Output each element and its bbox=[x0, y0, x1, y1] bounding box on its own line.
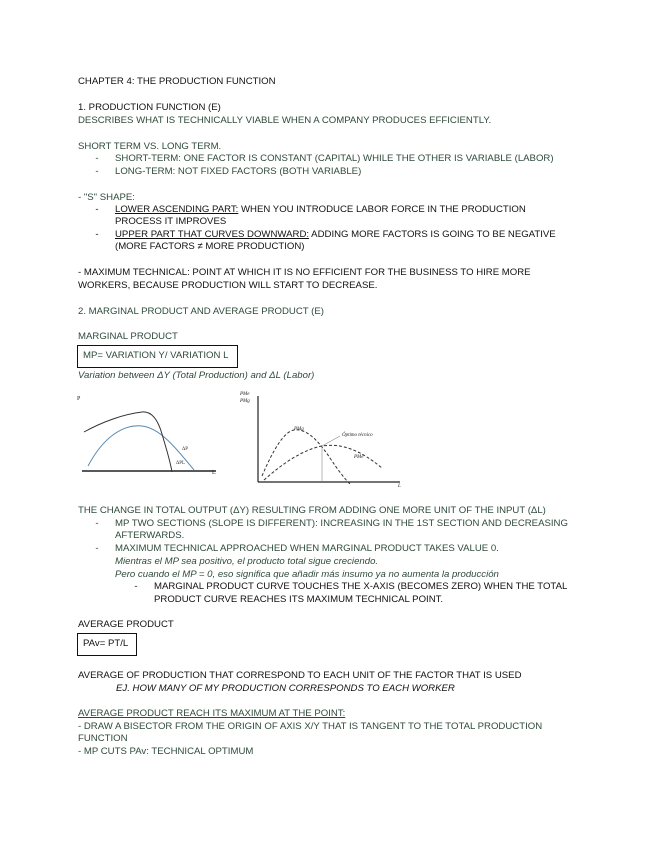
change-in-output-line: THE CHANGE IN TOTAL OUTPUT (ΔY) RESULTING FROM ADDING ONE MORE UNIT OF THE INPUT (ΔL) bbox=[78, 505, 546, 516]
fig1-x-label: L bbox=[212, 470, 216, 476]
ap-max-bisector-cont: FUNCTION bbox=[78, 733, 128, 744]
figure-total-marginal-product bbox=[76, 392, 221, 482]
s-item-lower: LOWER ASCENDING PART: WHEN YOU INTRODUCE LABOR FORCE IN THE PRODUCTION bbox=[115, 204, 526, 215]
bullet-dash: - bbox=[95, 204, 99, 215]
fig2-optimum-label: Óptimo técnico bbox=[342, 433, 373, 438]
ap-formula-box bbox=[77, 633, 137, 656]
spanish-note-2: Pero cuando el MP = 0, eso significa que añadir más insumo ya no aumenta la producción bbox=[115, 569, 499, 580]
fig2-x-label: L bbox=[398, 484, 401, 489]
fig1-curve-b bbox=[84, 412, 172, 472]
ap-max-bisector: - DRAW A BISECTOR FROM THE ORIGIN OF AXIS X/Y THAT IS TANGENT TO THE TOTAL PRODUCTION bbox=[78, 721, 543, 732]
fig2-y-label-1: PMe bbox=[240, 392, 250, 397]
bullet-dash: - bbox=[95, 518, 99, 529]
mp-item-max-technical: MAXIMUM TECHNICAL APPROACHED WHEN MARGINAL PRODUCT TAKES VALUE 0. bbox=[115, 543, 499, 554]
sub-item-marginal-curve: MARGINAL PRODUCT CURVE TOUCHES THE X-AXIS (BECOMES ZERO) WHEN THE TOTAL bbox=[154, 581, 568, 592]
sub-item-marginal-curve-cont: PRODUCT CURVE REACHES ITS MAXIMUM TECHNICAL POINT. bbox=[154, 594, 444, 605]
section-2-heading: 2. MARGINAL PRODUCT AND AVERAGE PRODUCT (E) bbox=[78, 306, 324, 317]
ap-formula: PAv= PT/L bbox=[83, 638, 129, 649]
page-title: CHAPTER 4: THE PRODUCTION FUNCTION bbox=[78, 76, 276, 87]
mp-item-sections: MP TWO SECTIONS (SLOPE IS DIFFERENT): INCREASING IN THE 1ST SECTION AND DECREASING bbox=[115, 518, 568, 529]
max-technical-line-1: - MAXIMUM TECHNICAL: POINT AT WHICH IT IS NO EFFICIENT FOR THE BUSINESS TO HIRE MORE bbox=[78, 267, 531, 278]
s-item-upper-cont: (MORE FACTORS ≠ MORE PRODUCTION) bbox=[115, 241, 305, 252]
ap-max-technical-optimum: - MP CUTS PAv: TECHNICAL OPTIMUM bbox=[78, 746, 254, 757]
average-product-description: AVERAGE OF PRODUCTION THAT CORRESPOND TO EACH UNIT OF THE FACTOR THAT IS USED bbox=[78, 670, 522, 681]
max-technical-line-2: WORKERS, BECAUSE PRODUCTION WILL START TO DECREASE. bbox=[78, 280, 378, 291]
term-heading: SHORT TERM VS. LONG TERM. bbox=[78, 141, 222, 152]
bullet-dash: - bbox=[134, 581, 138, 592]
mp-item-sections-cont: AFTERWARDS. bbox=[115, 530, 185, 541]
section-1-description: DESCRIBES WHAT IS TECHNICALLY VIABLE WHEN A COMPANY PRODUCES EFFICIENTLY. bbox=[78, 115, 492, 126]
s-item-upper: UPPER PART THAT CURVES DOWNWARD: ADDING MORE FACTORS IS GOING TO BE NEGATIVE bbox=[115, 229, 556, 240]
bullet-dash: - bbox=[95, 229, 99, 240]
average-product-example: EJ. HOW MANY OF MY PRODUCTION CORRESPONDS TO EACH WORKER bbox=[116, 683, 455, 694]
fig2-annotation-leader bbox=[322, 436, 340, 446]
fig2-pmg-label: PMg bbox=[294, 427, 304, 432]
fig1-curve-a-label: ΔP bbox=[182, 447, 188, 452]
term-item-short: SHORT-TERM: ONE FACTOR IS CONSTANT (CAPITAL) WHILE THE OTHER IS VARIABLE (LABOR) bbox=[115, 153, 554, 164]
mp-formula: MP= VARIATION Y/ VARIATION L bbox=[83, 350, 229, 361]
average-product-heading: AVERAGE PRODUCT bbox=[78, 619, 174, 630]
bullet-dash: - bbox=[95, 166, 99, 177]
spanish-note-1: Mientras el MP sea positivo, el producto total sigue creciendo. bbox=[115, 556, 379, 567]
bullet-dash: - bbox=[95, 153, 99, 164]
fig1-y-label: P bbox=[77, 396, 81, 402]
bullet-dash: - bbox=[95, 543, 99, 554]
term-item-long: LONG-TERM: NOT FIXED FACTORS (BOTH VARIABLE) bbox=[115, 166, 362, 177]
section-1-heading: 1. PRODUCTION FUNCTION (E) bbox=[78, 102, 221, 113]
marginal-product-heading: MARGINAL PRODUCT bbox=[78, 331, 178, 342]
fig1-curve-b-label: ΔPL bbox=[176, 461, 186, 466]
figure-marginal-average-product bbox=[238, 388, 403, 490]
mp-formula-box bbox=[77, 345, 238, 368]
fig2-pme-label: PMe bbox=[354, 455, 364, 460]
mp-caption: Variation between ΔY (Total Production) and ΔL (Labor) bbox=[78, 370, 315, 381]
fig2-y-label-2: PMg bbox=[240, 399, 250, 404]
s-shape-heading: - "S" SHAPE: bbox=[78, 192, 135, 203]
s-item-lower-cont: PROCESS IT IMPROVES bbox=[115, 216, 227, 227]
fig2-pme-curve bbox=[264, 445, 382, 480]
ap-max-heading: AVERAGE PRODUCT REACH ITS MAXIMUM AT THE POINT: bbox=[78, 708, 346, 719]
